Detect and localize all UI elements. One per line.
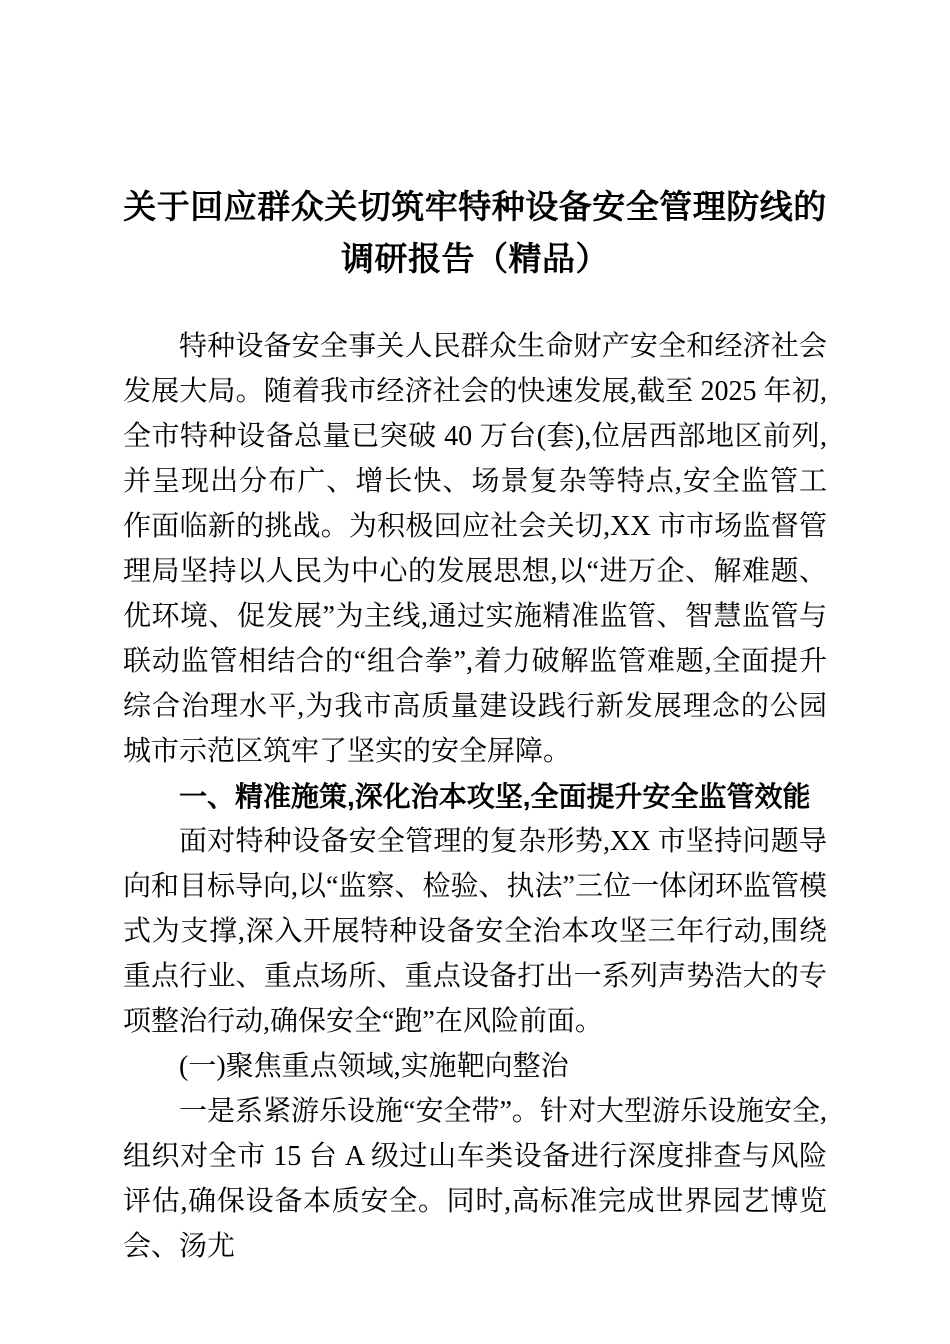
document-title: [123, 182, 827, 286]
paragraph: (一)聚焦重点领域,实施靶向整治: [179, 1051, 569, 1082]
paragraph: 面对特种设备安全管理的复杂形势,XX 市坚持问题导向和目标导向,以“监察、检验、执法”三位一体闭环监管模式为支撑,深入开展特种设备安全治本攻坚三年行动,围绕重点行业、重点场所、重点设备打出一系列声势浩大的专项整治行动,确保安全“跑”在风险前面。: [123, 826, 827, 1037]
document-title-line-1: 关于回应群众关切筑牢特种设备安全管理防线的: [123, 190, 827, 226]
paragraph: 特种设备安全事关人民群众生命财产安全和经济社会发展大局。随着我市经济社会的快速发展,截至 2025 年初,全市特种设备总量已突破 40 万台(套),位居西部地区前列,并呈现出分布广、增长快、场景复杂等特点,安全监管工作面临新的挑战。为积极回应社会关切,XX 市市场监督管理局坚持以人民为中心的发展思想,以“进万企、解难题、优环境、促发展”为主线,通过实施精准监管、智慧监管与联动监管相结合的“组合拳”,着力破解监管难题,全面提升综合治理水平,为我市高质量建设践行新发展理念的公园城市示范区筑牢了坚实的安全屏障。: [123, 331, 827, 767]
section-heading: 一、精准施策,深化治本攻坚,全面提升安全监管效能: [179, 781, 811, 812]
paragraph: 一是系紧游乐设施“安全带”。针对大型游乐设施安全,组织对全市 15 台 A 级过山车类设备进行深度排查与风险评估,确保设备本质安全。同时,高标准完成世界园艺博览会、汤尤: [123, 1096, 827, 1262]
document-body: [123, 324, 827, 1269]
document-title-line-2: 调研报告（精品）: [341, 242, 609, 278]
